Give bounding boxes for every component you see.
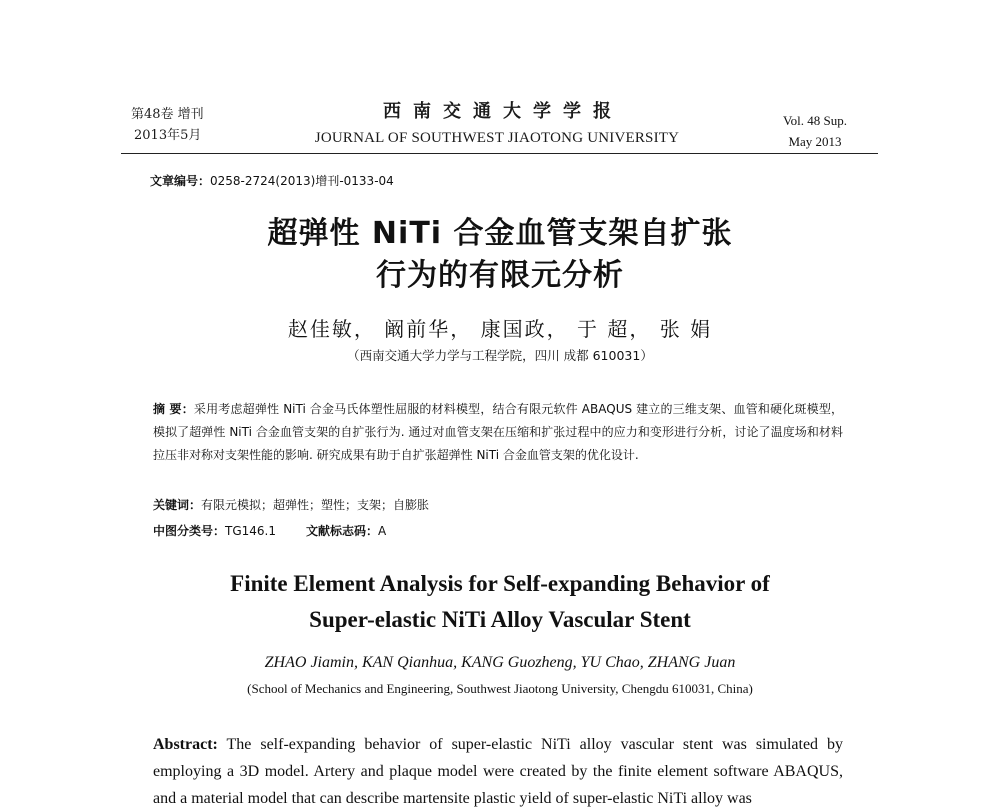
page-title-cn — [160, 213, 840, 297]
abstract-cn — [153, 398, 843, 467]
abstract-en-label: Abstract: — [153, 736, 218, 753]
authors-en: ZHAO Jiamin, KAN Qianhua, KANG Guozheng, YU Chao, ZHANG Juan — [264, 654, 736, 671]
keywords-cn-text: 有限元模拟；超弹性；塑性；支架；自膨胀 — [201, 498, 430, 512]
authors-cn: 赵佳敏， 阚前华， 康国政， 于 超， 张 娟 — [287, 317, 713, 341]
abstract-en — [153, 731, 843, 812]
classification-value: TG146.1 — [225, 524, 276, 538]
keywords-cn-label: 关键词： — [153, 498, 202, 512]
classification-cn — [153, 522, 386, 539]
article-number-label: 文章编号： — [150, 174, 211, 188]
page-title-en — [160, 566, 840, 638]
title-en-line2: Super-elastic NiTi Alloy Vascular Stent — [309, 607, 691, 632]
abstract-en-text: The self-expanding behavior of super-elastic NiTi alloy vascular stent was simulated by employing a 3D model. Artery and plaque model were created by the finite element software ABAQUS, and a material model that can describe martensite plastic yield of super-elastic NiTi alloy was — [153, 736, 843, 807]
abstract-cn-label: 摘 要： — [153, 402, 194, 416]
title-cn-line2: 行为的有限元分析 — [376, 258, 624, 293]
keywords-cn — [153, 496, 429, 513]
header-date: 2013年5月 — [134, 128, 202, 143]
header-volume-info — [131, 104, 204, 146]
document-code-value: A — [378, 524, 387, 538]
header-divider — [121, 153, 878, 154]
article-number-value: 0258-2724(2013)增刊-0133-04 — [210, 174, 394, 188]
header-volume: 第48卷 增刊 — [131, 107, 204, 122]
header-volume-en: Vol. 48 Sup. — [782, 113, 848, 128]
journal-name-en: JOURNAL OF SOUTHWEST JIAOTONG UNIVERSITY — [314, 130, 680, 146]
journal-name — [296, 100, 698, 148]
title-en-line1: Finite Element Analysis for Self-expanding Behavior of — [230, 571, 770, 596]
title-cn-line1: 超弹性 NiTi 合金血管支架自扩张 — [267, 216, 733, 251]
classification-label: 中图分类号： — [153, 524, 226, 538]
article-number — [150, 172, 394, 189]
journal-name-cn: 西南交通大学学报 — [383, 101, 623, 122]
affiliation-cn: （西南交通大学力学与工程学院，四川 成都 610031） — [347, 348, 653, 363]
header-date-en: May 2013 — [788, 134, 842, 149]
abstract-cn-text: 采用考虑超弹性 NiTi 合金马氏体塑性屈服的材料模型，结合有限元软件 ABAQUS 建立的三维支架、血管和硬化斑模型，模拟了超弹性 NiTi 合金血管支架的自扩张行为. 通过对血管支架在压缩和扩张过程中的应力和变形进行分析，讨论了温度场和材料拉压非对称对支架性能的影响. 研究成果有助于自扩张超弹性 NiTi 合金血管支架的优化设计. — [153, 402, 844, 462]
header-volume-info-en — [756, 110, 874, 152]
document-code-label: 文献标志码： — [306, 524, 379, 538]
affiliation-en: (School of Mechanics and Engineering, Southwest Jiaotong University, Chengdu 610031, China) — [247, 681, 753, 696]
